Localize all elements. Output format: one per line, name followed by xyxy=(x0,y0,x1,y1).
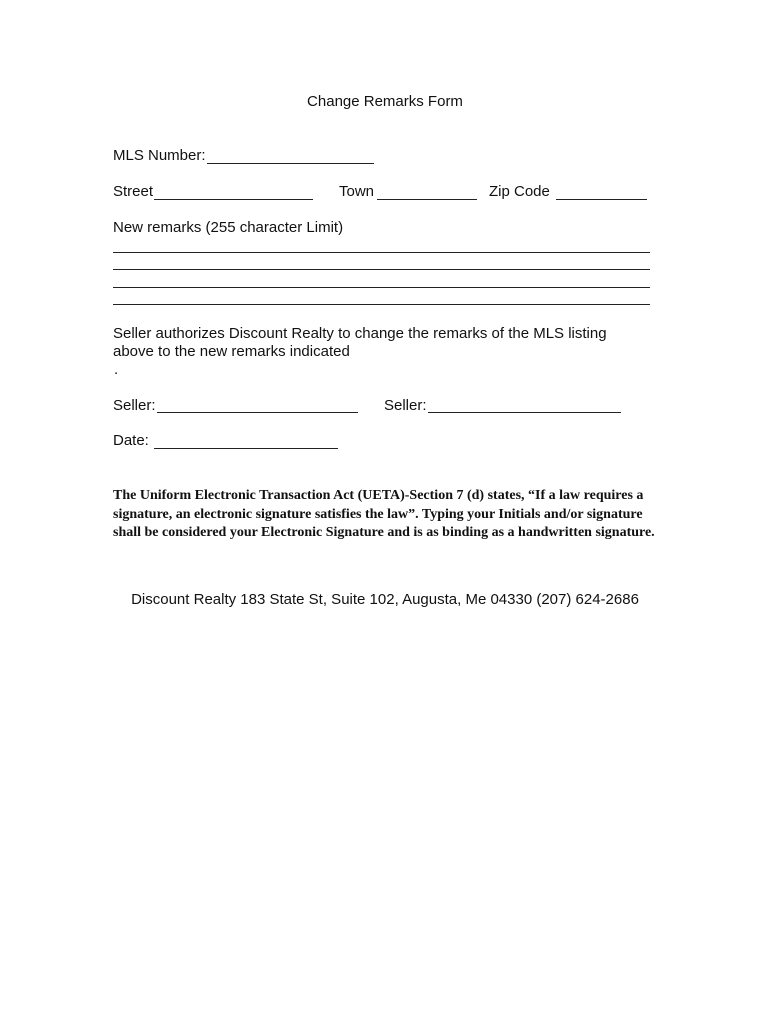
mls-number-field[interactable] xyxy=(207,163,374,164)
zip-code-label: Zip Code xyxy=(489,183,550,200)
company-footer: Discount Realty 183 State St, Suite 102, Augusta, Me 04330 (207) 624-2686 xyxy=(131,591,639,608)
authorization-text: Seller authorizes Discount Realty to change the remarks of the MLS listing above to the new remarks indicated xyxy=(113,325,607,360)
seller-2-signature-field[interactable] xyxy=(428,412,621,413)
seller-1-signature-field[interactable] xyxy=(157,412,358,413)
date-field[interactable] xyxy=(154,448,338,449)
zip-code-field[interactable] xyxy=(556,199,647,200)
remarks-line-4[interactable] xyxy=(113,304,650,305)
date-label: Date: xyxy=(113,432,149,449)
remarks-line-2[interactable] xyxy=(113,269,650,270)
seller-1-label: Seller: xyxy=(113,397,156,414)
ueta-notice: The Uniform Electronic Transaction Act (UETA)-Section 7 (d) states, “If a law requires a signature, an electronic signature satisfies the law”. Typing your Initials and/or signature shall be considered your Electronic Signature and is as binding as a handwritten signature. xyxy=(113,488,655,540)
seller-2-label: Seller: xyxy=(384,397,427,414)
street-label: Street xyxy=(113,183,154,200)
street-field[interactable] xyxy=(154,199,313,200)
remarks-line-3[interactable] xyxy=(113,287,650,288)
town-field[interactable] xyxy=(377,199,477,200)
remarks-line-1[interactable] xyxy=(113,252,650,253)
mls-number-label: MLS Number: xyxy=(113,147,206,164)
form-title: Change Remarks Form xyxy=(307,93,463,110)
new-remarks-label: New remarks (255 character Limit) xyxy=(113,219,344,236)
authorization-period: . xyxy=(114,361,119,378)
town-label: Town xyxy=(339,183,375,200)
